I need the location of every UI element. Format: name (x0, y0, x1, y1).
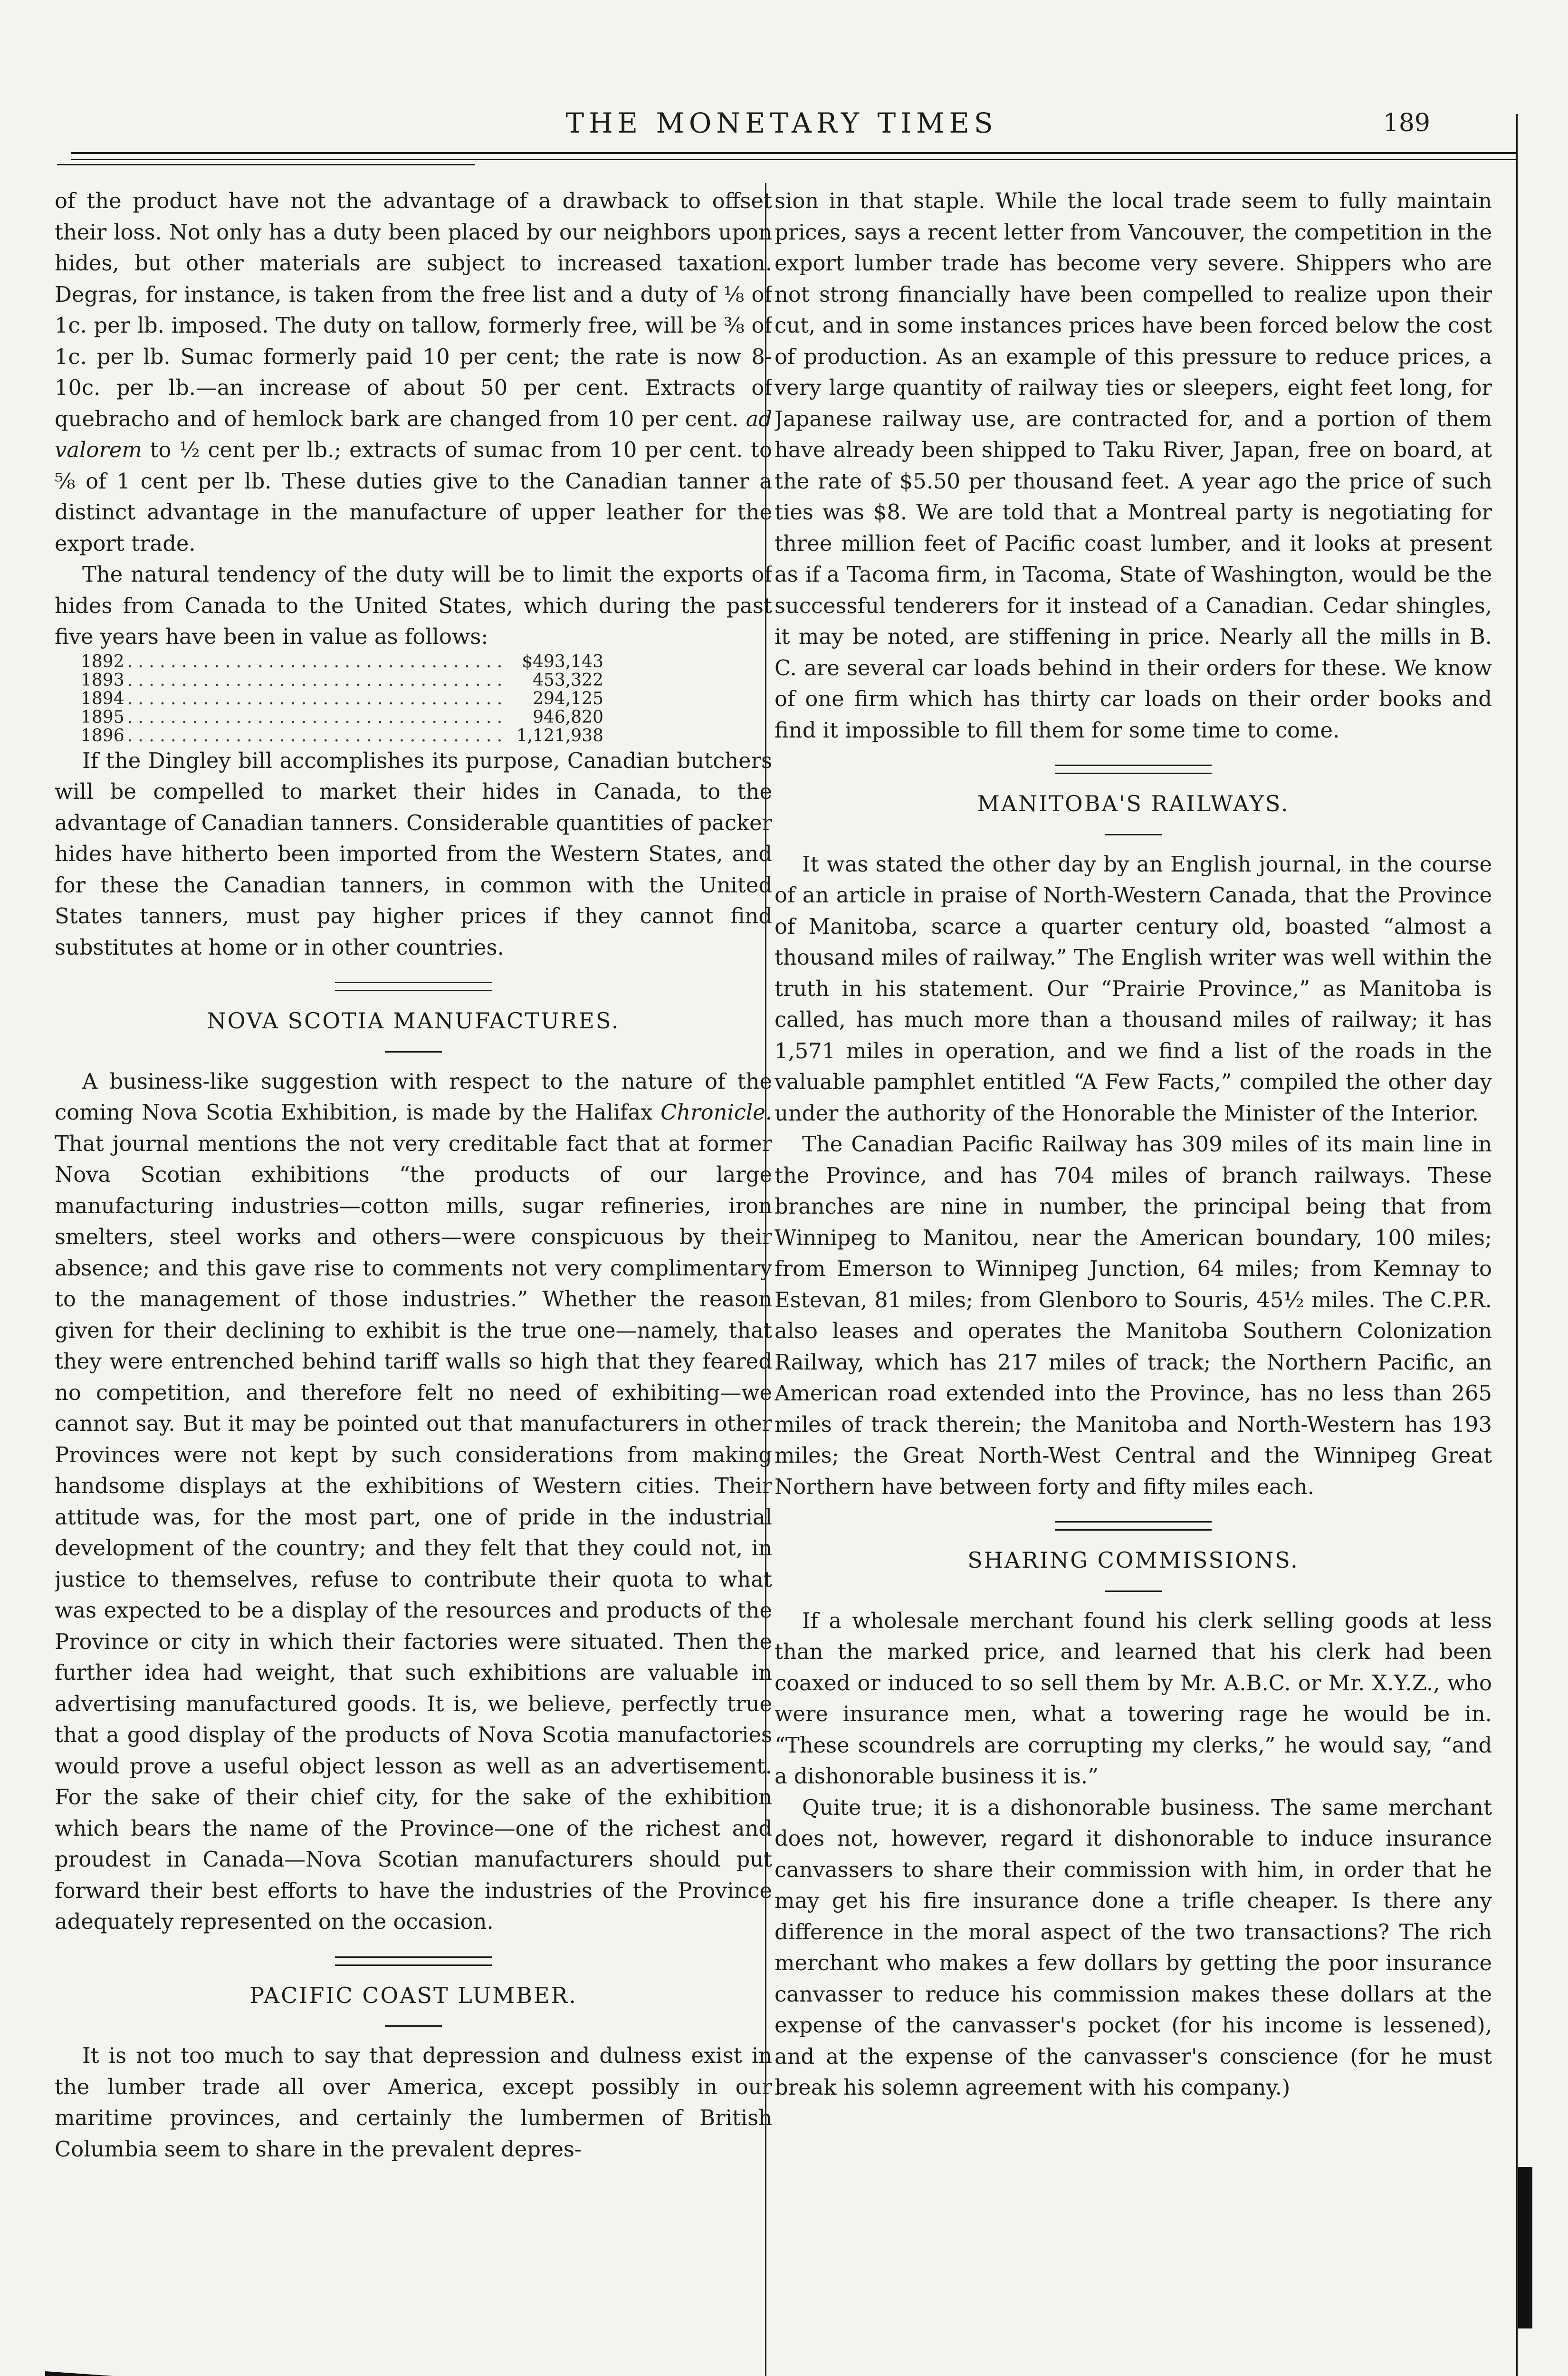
section-heading-pacific-lumber: PACIFIC COAST LUMBER. (249, 1982, 577, 2008)
table-row: 1895 . . . 946,820 (81, 708, 603, 727)
page-edge-line (1516, 114, 1518, 2376)
left-column (55, 185, 772, 2352)
page-header (71, 107, 1492, 150)
page-number: 189 (1383, 109, 1430, 137)
article-paragraph: The natural tendency of the duty will be to limit the exports of hides from Canada to the United States, which during the past five years have been in value as follows: (55, 562, 772, 649)
section-divider-single (1105, 834, 1162, 835)
article-paragraph: If the Dingley bill accomplishes its purpose, Canadian butchers will be compelled to market their hides in Canada, to the advantage of Canadian tanners. Considerable quantities of packer hides have hitherto been imported from the Western States, and for these the Canadian tanners, in common with the United States tanners, must pay higher prices if they cannot find substitutes at home or in other countries. (55, 747, 772, 960)
exports-table (81, 652, 603, 745)
article-paragraph: The Canadian Pacific Railway has 309 miles of its main line in the Province, and has 704 miles of branch railways. These branches are nine in number, the principal being that from Winnipeg to Manitou, near the American boundary, 100 miles; from Emerson to Winnipeg Junction, 64 miles; from Kemnay to Estevan, 81 miles; from Glenboro to Souris, 45½ miles. The C.P.R. also leases and operates the Manitoba Southern Colonization Railway, which has 217 miles of track; the Northern Pacific, an American road extended into the Province, has no less than 265 miles of track therein; the Manitoba and North-Western has 193 miles; the Great North-West Central and the Winnipeg Great Northern have between forty and fifty miles each. (774, 1131, 1492, 1499)
section-heading-nova-scotia: NOVA SCOTIA MANUFACTURES. (207, 1008, 620, 1034)
scan-artifact-bottom-left (45, 2371, 169, 2376)
section-heading-manitoba: MANITOBA'S RAILWAYS. (977, 791, 1290, 816)
masthead-title: THE MONETARY TIMES (565, 107, 998, 139)
section-divider-single (1105, 1590, 1162, 1592)
article-paragraph: of the product have not the advantage of a drawback to offset their loss. Not only has a duty been placed by our neighbors upon hides, but other materials are subject to increased taxation. Degras, for instance, is taken from the free list and a duty of ⅛ of 1c. per lb. imposed. The duty on tallow, formerly free, will be ⅜ of 1c. per lb. Sumac formerly paid 10 per cent; the rate is now 8-10c. per lb.—an increase of about 50 per cent. Extracts of quebracho and of hemlock bark are changed from 10 per cent. ad valorem to ½ cent per lb.; extracts of sumac from 10 per cent. to ⅝ of 1 cent per lb. These duties give to the Canadian tanner a distinct advantage in the manufacture of upper leather for the export trade. (55, 188, 772, 556)
table-row: 1892 . . . $493,143 (81, 652, 603, 671)
header-rule-left-bracket (57, 164, 475, 165)
section-divider-double (335, 1956, 492, 1966)
table-row: 1893 . . . 453,322 (81, 671, 603, 690)
article-paragraph: A business-like suggestion with respect to the nature of the coming Nova Scotia Exhibition, is made by the Halifax Chronicle. That journal mentions the not very creditable fact that at former Nova Scotian exhibitions “the products of our large manufacturing industries—cotton mills, sugar refineries, iron smelters, steel works and others—were conspicuous by their absence; and this gave rise to comments not very complimentary to the management of those industries.” Whether the reason given for their declining to exhibit is the true one—namely, that they were entrenched behind tariff walls so high that they feared no competition, and therefore felt no need of exhibiting—we cannot say. But it may be pointed out that manufacturers in other Provinces were not kept by such considerations from making handsome displays at the exhibitions of Western cities. Their attitude was, for the most part, one of pride in the industrial development of the country; and they felt that they could not, in justice to themselves, refuse to contribute their quota to what was expected to be a display of the resources and products of the Province or city in which their factories were situated. Then the further idea had weight, that such exhibitions are valuable in advertising manufactured goods. It is, we believe, perfectly true that a good display of the products of Nova Scotia manufactories would prove a useful object lesson as well as an advertisement. For the sake of their chief city, for the sake of the exhibition which bears the name of the Province—one of the richest and proudest in Canada—Nova Scotian manufacturers should put forward their best efforts to have the industries of the Province adequately represented on the occasion. (55, 1068, 772, 1934)
section-divider-single (385, 1051, 442, 1053)
article-paragraph: It was stated the other day by an English journal, in the course of an article in praise of North-Western Canada, that the Province of Manitoba, scarce a quarter century old, boasted “almost a thousand miles of railway.” The English writer was well within the truth in his statement. Our “Prairie Province,” as Manitoba is called, has much more than a thousand miles of railway; it has 1,571 miles in operation, and we find a list of the roads in the valuable pamphlet entitled “A Few Facts,” compiled the other day under the authority of the Honorable the Minister of the Interior. (774, 851, 1492, 1126)
section-heading-sharing-commissions: SHARING COMMISSIONS. (967, 1547, 1299, 1573)
header-rule-bottom (71, 159, 1516, 160)
article-paragraph: Quite true; it is a dishonorable business. The same merchant does not, however, regard it dishonorable to induce insurance canvassers to share their commission with him, in order that he may get his fire insurance done a trifle cheaper. Is there any difference in the moral aspect of the two transactions? The rich merchant who makes a few dollars by getting the poor insurance canvasser to reduce his commission makes these dollars at the expense of the canvasser's pocket (for his income is lessened), and at the expense of the canvasser's conscience (for he must break his solemn agreement with his company.) (774, 1794, 1492, 2100)
table-row: 1896 . . . 1,121,938 (81, 727, 603, 745)
article-paragraph: If a wholesale merchant found his clerk selling goods at less than the marked price, and learned that his clerk had been coaxed or induced to so sell them by Mr. A.B.C. or Mr. X.Y.Z., who were insurance men, what a towering rage he would be in. “These scoundrels are corrupting my clerks,” he would say, “and a dishonorable business it is.” (774, 1608, 1492, 1789)
section-divider-double (1055, 765, 1212, 774)
section-divider-double (335, 982, 492, 991)
table-row: 1894 . . . 294,125 (81, 690, 603, 708)
section-divider-double (1055, 1521, 1212, 1531)
right-column (774, 185, 1492, 2352)
scan-artifact-right-edge (1518, 2167, 1532, 2328)
section-divider-single (385, 2025, 442, 2027)
header-rule-top (71, 152, 1516, 154)
article-paragraph: sion in that staple. While the local trade seem to fully maintain prices, says a recent letter from Vancouver, the competition in the export lumber trade has become very severe. Shippers who are not strong financially have been compelled to realize upon their cut, and in some instances prices have been forced below the cost of production. As an example of this pressure to reduce prices, a very large quantity of railway ties or sleepers, eight feet long, for Japanese railway use, are contracted for, and a portion of them have already been shipped to Taku River, Japan, free on board, at the rate of $5.50 per thousand feet. A year ago the price of such ties was $8. We are told that a Montreal party is negotiating for three million feet of Pacific coast lumber, and it looks at present as if a Tacoma firm, in Tacoma, State of Washington, would be the successful tenderers for it instead of a Canadian. Cedar shingles, it may be noted, are stiffening in price. Nearly all the mills in B. C. are several car loads behind in their orders for these. We know of one firm which has thirty car loads on their order books and find it impossible to fill them for some time to come. (774, 188, 1492, 743)
article-paragraph: It is not too much to say that depression and dulness exist in the lumber trade all over America, except possibly in our maritime provinces, and certainly the lumbermen of British Columbia seem to share in the prevalent depres- (55, 2043, 772, 2162)
